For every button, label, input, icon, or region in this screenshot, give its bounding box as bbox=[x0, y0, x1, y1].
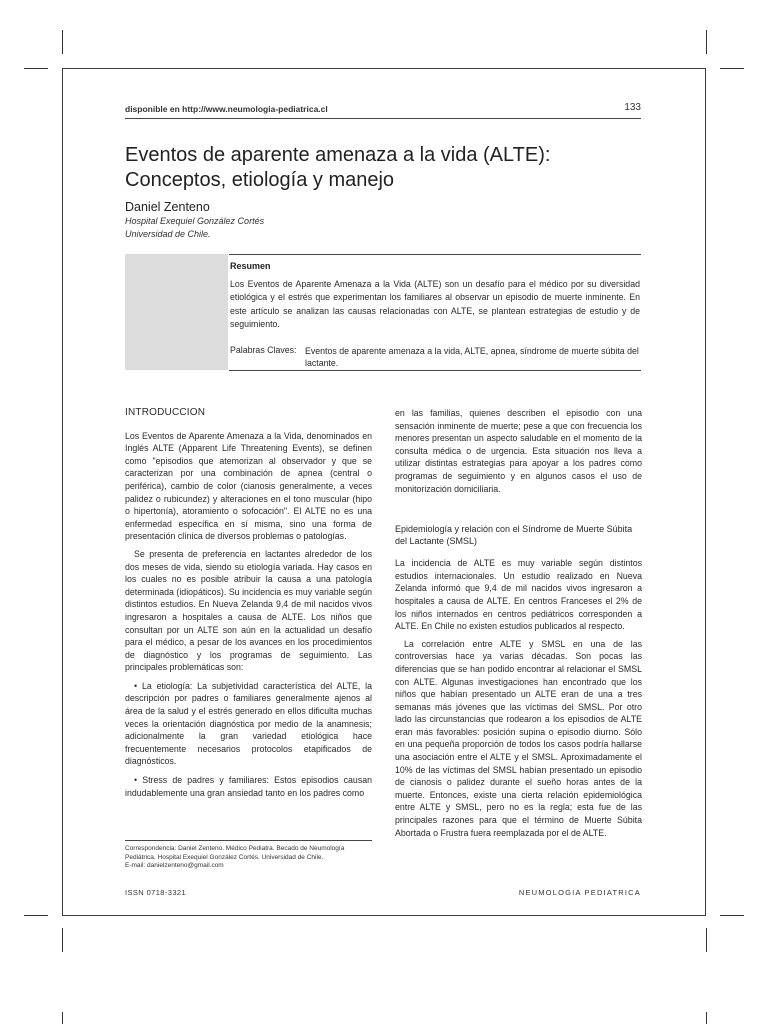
correspondence-rule bbox=[125, 840, 372, 841]
keywords-text: Eventos de aparente amenaza a la vida, ALTE, apnea, síndrome de muerte súbita del lactante. bbox=[305, 346, 639, 368]
correspondence-email: E-mail: danielzenteno@gmail.com bbox=[125, 862, 224, 870]
right-column bbox=[395, 407, 642, 839]
correspondence-note bbox=[125, 845, 372, 871]
journal-footer: NEUMOLOGIA PEDIATRICA bbox=[518, 888, 641, 897]
bullet-item-etiologia: • La etiología: La subjetividad característica del ALTE, la descripción por padres o familiares generalmente ajenos al área de la salud y el estrés generado en ellos dificulta muchas veces la orientación diagnóstica por medio de la anamnesis; adicionalmente la gran variedad etiológica hace frecuentemente necesarios protocolos etapificados de diagnósticos. bbox=[125, 680, 372, 767]
crop-mark bbox=[720, 915, 744, 916]
crop-mark bbox=[62, 1012, 63, 1024]
running-head bbox=[125, 104, 641, 118]
header-rule bbox=[125, 118, 641, 119]
crop-mark bbox=[24, 68, 48, 69]
crop-mark bbox=[62, 30, 63, 54]
paragraph: La correlación entre ALTE y SMSL en una de las controversias hace ya varias décadas. Son pocas las diferencias que se han podido encontrar al relacionar el SMSL con ALTE. Algunas investigaciones han encontrado que los niños que habían presentado un ALTE eran de una a tres semanas más jóvenes que las víctimas del SMSL. Por otro lado las circunstancias que rodearon a los episodios de ALTE eran más favorables: posición supina o episodio diurno. Sólo en una pequeña proporción de todos los casos podría hallarse una asociación entre el ALTE y el SMSL. Aproximadamente el 10% de las víctimas del SMSL habían presentado un episodio de cianosis o palidez durante el sueño horas antes de la muerte. Entonces, existe una cierta relación epidemiológica entre ALTE y SMSL, pero no es la regla; esta fue de las principales razones para que el término de Muerte Súbita Abortada o Frustra fuera reemplazada por el de ALTE. bbox=[395, 638, 642, 838]
author-name: Daniel Zenteno bbox=[125, 200, 210, 214]
bullet-item-stress: • Stress de padres y familiares: Estos episodios causan indudablemente una gran ansiedad tanto en los padres como bbox=[125, 775, 372, 798]
crop-mark bbox=[62, 928, 63, 952]
affiliation-hospital: Hospital Exequiel González Cortés bbox=[125, 216, 265, 226]
crop-mark bbox=[706, 30, 707, 54]
page-number: 133 bbox=[624, 102, 641, 113]
crop-mark bbox=[24, 915, 48, 916]
section-heading-introduccion: INTRODUCCION bbox=[125, 407, 206, 418]
correspondence-line: Correspondencia: Daniel Zenteno. Médico Pediatra. Becado de Neumología bbox=[125, 845, 345, 852]
affiliation-university: Universidad de Chile. bbox=[125, 229, 211, 239]
crop-mark bbox=[706, 928, 707, 952]
left-column bbox=[125, 407, 372, 799]
paragraph: La incidencia de ALTE es muy variable según distintos estudios internacionales. Un estudio realizado en Nueva Zelanda informó que 9,4 de mil nacidos vivos ingresaron a hospitales a causa de ALTE. En centros Franceses el 2% de los niños internados en centros pediátricos corresponden a ALTE. En Chile no existen estudios publicados al respecto. bbox=[395, 558, 642, 632]
paragraph: en las familias, quienes describen el episodio con una sensación inminente de muerte; pese a que con frecuencia los menores presentan un aspecto saludable en el momento de la consulta médica o de urgencia. Esta situación nos lleva a utilizar distintas estrategias para apoyar a los padres como programas de seguimiento y en algunos casos el uso de monitorización domiciliaria. bbox=[395, 408, 642, 494]
source-url: disponible en http://www.neumologia-pediatrica.cl bbox=[125, 104, 328, 114]
abstract-top-rule bbox=[229, 254, 641, 255]
abstract-side-block bbox=[125, 254, 228, 370]
paragraph: Los Eventos de Aparente Amenaza a la Vida, denominados en Inglés ALTE (Apparent Life Threatening Events), se definen como "episodios que atemorizan al observador y que se caracterizan por una combinación de apnea (central o periférica), cambio de color (cianosis generalmente, a veces palidez o rubicundez) y alteraciones en el tono muscular (hipo o hipertonía), atoramiento o sofocación". El ALTE no es una enfermedad específica en sí misma, sino una forma de presentación clínica de diversos problemas o patologías. bbox=[125, 430, 372, 542]
correspondence-line: Pediátrica. Hospital Exequiel González Cortés. Universidad de Chile. bbox=[125, 853, 324, 861]
abstract-bottom-rule bbox=[229, 370, 641, 371]
issn-footer: ISSN 0718-3321 bbox=[125, 888, 187, 897]
abstract-heading: Resumen bbox=[230, 261, 271, 271]
crop-mark bbox=[720, 68, 744, 69]
paragraph: Se presenta de preferencia en lactantes alrededor de los dos meses de vida, siendo su etiología variada. Hay casos en los cuales no es posible atribuir la causa a una patología determinada (idiopáticos). Su incidencia es muy variable según distintos estudios. En Nueva Zelanda 9,4 de mil nacidos vivos ingresaron a hospitales a causa de ALTE. Los niños que consultan por un ALTE son aún en la actualidad un desafío para el médico, a pesar de los avances en los procedimientos de diagnóstico y los programas de seguimiento. Las principales problemáticas son: bbox=[125, 548, 372, 673]
abstract-text: Los Eventos de Aparente Amenaza a la Vida (ALTE) son un desafío para el médico por su diversidad etiológica y el estrés que experimentan los familiares al observar un episodio de muerte inminente. En este artículo se analizan las causas relacionadas con ALTE, se plantean estrategias de estudio y de seguimiento. bbox=[230, 279, 640, 329]
section-heading-epidemiologia: Epidemiología y relación con el Síndrome de Muerte Súbita del Lactante (SMSL) bbox=[395, 524, 633, 547]
crop-mark bbox=[706, 1012, 707, 1024]
article-title: Eventos de aparente amenaza a la vida (ALTE): Conceptos, etiología y manejo bbox=[125, 144, 551, 191]
keywords-label: Palabras Claves: bbox=[230, 345, 297, 355]
